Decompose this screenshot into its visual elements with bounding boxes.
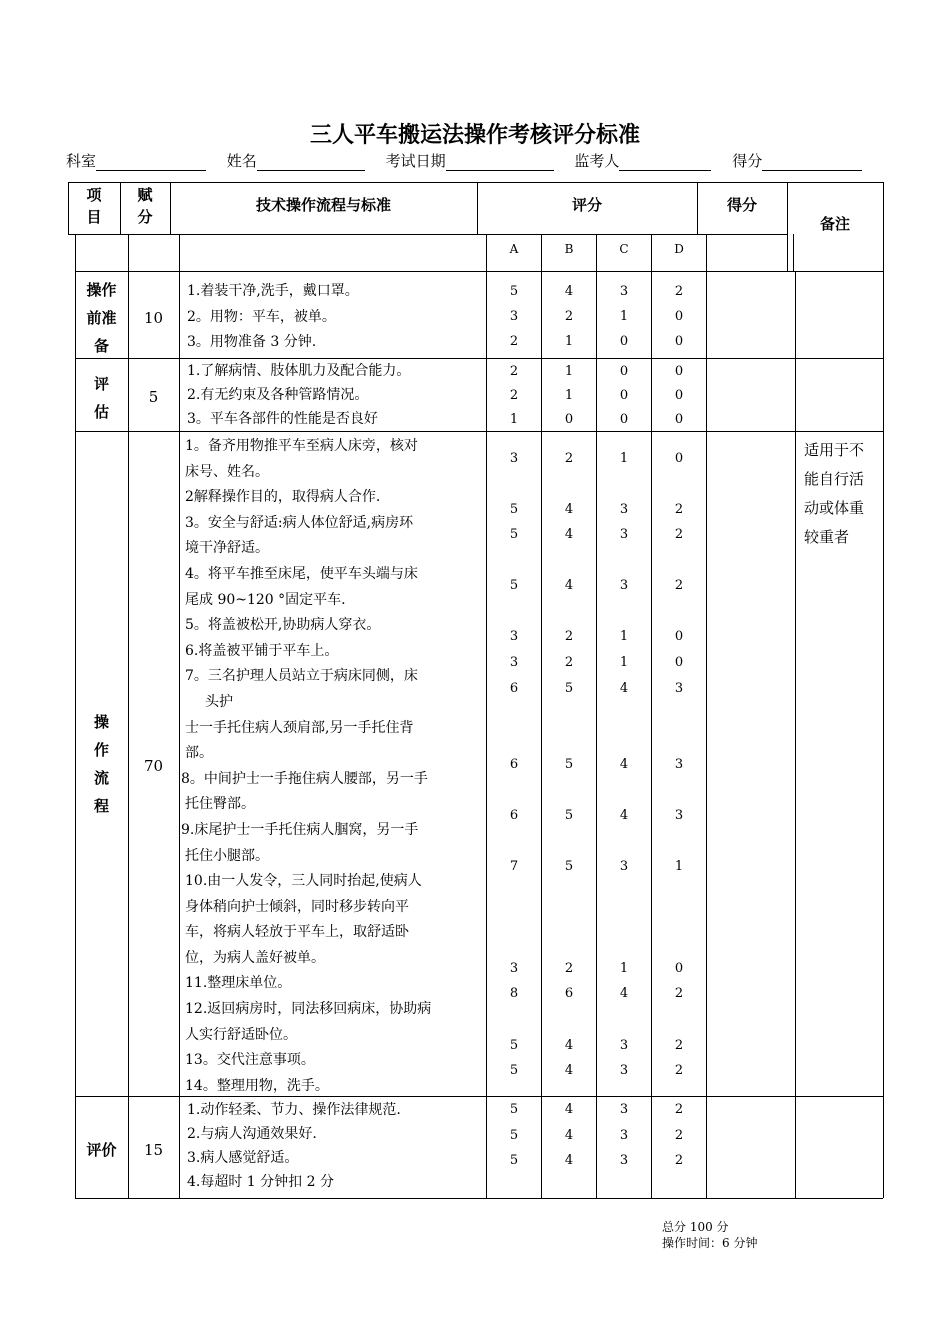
score-value: 4 [619,757,629,772]
score-value: 5 [509,502,519,517]
examiner-field[interactable] [619,156,711,171]
score-value: 5 [509,1063,519,1078]
score-value: 2 [509,388,519,403]
section-items [181,434,483,1099]
score-value: 7 [509,859,519,874]
score-value: 3 [509,961,519,976]
score-value: 8 [509,986,519,1001]
date-label: 考试日期 [385,152,446,170]
section-name-line: 估 [93,403,109,421]
score-value: 3 [674,681,684,696]
grade-d-label: D [674,242,684,256]
item-line: 13。交代注意事项。 [185,1052,315,1069]
remark-line: 能自行活 [804,470,865,488]
score-value: 0 [619,388,629,403]
grade-c-label: C [619,242,629,256]
score-value: 3 [619,578,629,593]
score-value: 3 [674,808,684,823]
score-value: 6 [509,808,519,823]
score-value: 5 [509,527,519,542]
score-value: 5 [564,859,574,874]
item-line: 2.有无约束及各种管路情况。 [187,387,369,403]
grade-a-label: A [509,242,519,256]
score-value: 0 [619,412,629,427]
score-value: 2 [509,364,519,379]
exam-info-row [66,150,886,171]
item-line: 7。三名护理人员站立于病床同侧，床 [185,668,418,685]
date-field[interactable] [446,156,554,171]
score-value: 1 [619,629,629,644]
header-points-line-1: 赋 [137,186,153,204]
score-value: 3 [619,1063,629,1078]
score-value: 2 [564,629,574,644]
score-value: 0 [674,412,684,427]
score-value: 1 [619,655,629,670]
remark-line: 适用于不 [804,441,865,459]
score-value: 2 [564,451,574,466]
item-line: 2.与病人沟通效果好. [187,1126,317,1142]
item-line: 床号、姓名。 [185,463,269,480]
item-line: 3。安全与舒适:病人体位舒适,病房环 [185,514,414,531]
score-value: 0 [619,334,629,349]
score-value: 4 [564,1063,574,1078]
score-value: 2 [674,1038,684,1053]
score-value: 1 [564,334,574,349]
section-name-line: 前准 [86,309,117,327]
score-value: 2 [674,986,684,1001]
header-item-line-1: 项 [86,186,102,204]
score-value: 2 [674,284,684,299]
score-value: 2 [674,1153,684,1168]
item-line: 尾成 90~120 °固定平车. [185,591,346,608]
score-field[interactable] [762,156,862,171]
header-item-line-2: 目 [86,208,102,226]
score-value: 3 [619,1128,629,1143]
section-name-preparation [75,276,128,360]
page-title: 三人平车搬运法操作考核评分标准 [309,123,640,148]
score-value: 6 [509,681,519,696]
item-line: 托住臀部。 [185,796,255,813]
item-line: 车，将病人轻放于平车上，取舒适卧 [185,924,409,941]
item-line: 3.病人感觉舒适。 [187,1150,299,1166]
score-value: 3 [619,1102,629,1117]
item-line: 1.着装干净,洗手，戴口罩。 [187,283,359,299]
score-value: 5 [509,1153,519,1168]
section-items [187,359,483,431]
item-line: 11.整理床单位。 [185,975,292,992]
score-value: 0 [674,309,684,324]
item-line: 身体稍向护士倾斜，同时移步转向平 [185,898,409,915]
item-line: 人实行舒适卧位。 [185,1026,297,1043]
score-value: 0 [674,451,684,466]
score-value: 3 [619,1038,629,1053]
score-value: 2 [509,334,519,349]
item-line: 1。备齐用物推平车至病人床旁，核对 [185,438,418,454]
section-points: 70 [143,757,164,775]
procedure-remark [804,436,882,552]
item-line: 10.由一人发令，三人同时抬起,使病人 [185,873,422,890]
score-value: 3 [509,629,519,644]
score-value: 1 [564,364,574,379]
header-grading: 评分 [571,196,602,214]
score-value: 3 [509,309,519,324]
score-label: 得分 [732,152,763,170]
score-value: 4 [619,808,629,823]
score-value: 0 [674,655,684,670]
score-value: 1 [619,309,629,324]
score-value: 5 [509,1102,519,1117]
name-label: 姓名 [226,152,257,170]
score-value: 4 [564,284,574,299]
score-value: 3 [619,502,629,517]
score-value: 5 [564,681,574,696]
header-procedure: 技术操作流程与标准 [255,196,391,214]
score-value: 2 [564,655,574,670]
section-items [187,1098,483,1194]
score-value: 0 [674,388,684,403]
item-line: 士一手托住病人颈肩部,另一手托住背 [185,719,414,736]
score-value: 5 [564,808,574,823]
score-value: 5 [509,1038,519,1053]
section-points: 10 [143,309,164,327]
score-value: 0 [564,412,574,427]
footer-notes [662,1219,757,1251]
score-value: 4 [619,986,629,1001]
header-points [120,182,170,228]
grade-b-label: B [564,242,574,256]
section-points: 15 [143,1141,164,1159]
name-field[interactable] [257,156,365,171]
score-value: 2 [674,1063,684,1078]
section-points: 5 [148,388,159,406]
operation-time: 操作时间：6 分钟 [662,1236,758,1250]
score-value: 0 [674,364,684,379]
section-name-line: 评价 [86,1141,117,1159]
item-line: 12.返回病房时，同法移回病床，协助病 [185,1001,432,1018]
item-line: 3。平车各部件的性能是否良好 [187,411,378,427]
score-value: 2 [674,1128,684,1143]
item-line: 1.动作轻柔、节力、操作法律规范. [187,1102,401,1118]
score-value: 5 [509,1128,519,1143]
score-value: 0 [674,629,684,644]
score-value: 4 [619,681,629,696]
score-value: 3 [619,859,629,874]
item-line: 位，为病人盖好被单。 [185,949,325,966]
score-value: 3 [619,1153,629,1168]
score-value: 1 [509,412,519,427]
remark-line: 较重者 [804,528,850,546]
score-value: 5 [564,757,574,772]
remark-line: 动或体重 [804,499,865,517]
item-line: 部。 [185,745,213,762]
score-value: 5 [509,284,519,299]
score-value: 4 [564,1038,574,1053]
score-value: 2 [674,527,684,542]
score-value: 3 [619,527,629,542]
score-value: 4 [564,502,574,517]
score-value: 4 [564,1102,574,1117]
score-value: 6 [509,757,519,772]
dept-field[interactable] [96,156,206,171]
score-value: 1 [564,388,574,403]
item-line: 5。将盖被松开,协助病人穿衣。 [185,617,381,634]
header-item [68,182,120,228]
item-line: 14。整理用物，洗手。 [185,1077,329,1094]
item-line: 3。用物准备 3 分钟. [187,334,317,351]
header-score: 得分 [726,196,757,214]
item-line: 4。将平车推至床尾，使平车头端与床 [185,565,418,582]
section-name-evaluation [75,1136,128,1164]
score-value: 4 [564,1153,574,1168]
item-line: 头护 [205,693,233,710]
section-name-line: 操 [93,713,109,731]
score-value: 0 [674,334,684,349]
score-value: 4 [564,578,574,593]
section-name-line: 备 [93,337,109,355]
score-value: 0 [674,961,684,976]
score-value: 4 [564,1128,574,1143]
item-line: 境干净舒适。 [185,540,269,557]
score-value: 2 [674,502,684,517]
item-line: 6.将盖被平铺于平车上。 [185,642,339,659]
section-name-assessment [75,370,128,426]
section-name-line: 评 [93,375,109,393]
section-name-line: 操作 [86,281,117,299]
score-value: 2 [674,1102,684,1117]
score-value: 1 [619,961,629,976]
score-value: 3 [619,284,629,299]
score-value: 5 [509,578,519,593]
score-value: 4 [564,527,574,542]
item-line: 1.了解病情、肢体肌力及配合能力。 [187,363,411,379]
total-score: 总分 100 分 [662,1220,729,1234]
dept-label: 科室 [66,152,97,170]
header-remark: 备注 [819,215,850,233]
item-line: 2解释操作目的，取得病人合作. [185,489,381,506]
item-line: 2。用物：平车，被单。 [187,308,336,325]
item-line: 4.每超时 1 分钟扣 2 分 [187,1174,334,1190]
section-name-line: 程 [93,797,109,815]
score-value: 3 [509,655,519,670]
score-value: 6 [564,986,574,1001]
item-line: 8。中间护士一手拖住病人腰部，另一手 [181,770,428,787]
score-value: 2 [674,578,684,593]
section-items [187,279,483,356]
score-value: 2 [564,961,574,976]
score-value: 3 [509,451,519,466]
section-name-procedure [75,708,128,820]
examiner-label: 监考人 [574,152,620,170]
item-line: 托住小腿部。 [185,847,269,864]
score-value: 1 [619,451,629,466]
header-points-line-2: 分 [137,208,153,226]
score-value: 1 [674,859,684,874]
score-value: 3 [674,757,684,772]
score-value: 0 [619,364,629,379]
score-value: 2 [564,309,574,324]
item-line: 9.床尾护士一手托住病人腘窝，另一手 [181,821,419,838]
section-name-line: 作 [93,741,109,759]
section-name-line: 流 [93,769,109,787]
